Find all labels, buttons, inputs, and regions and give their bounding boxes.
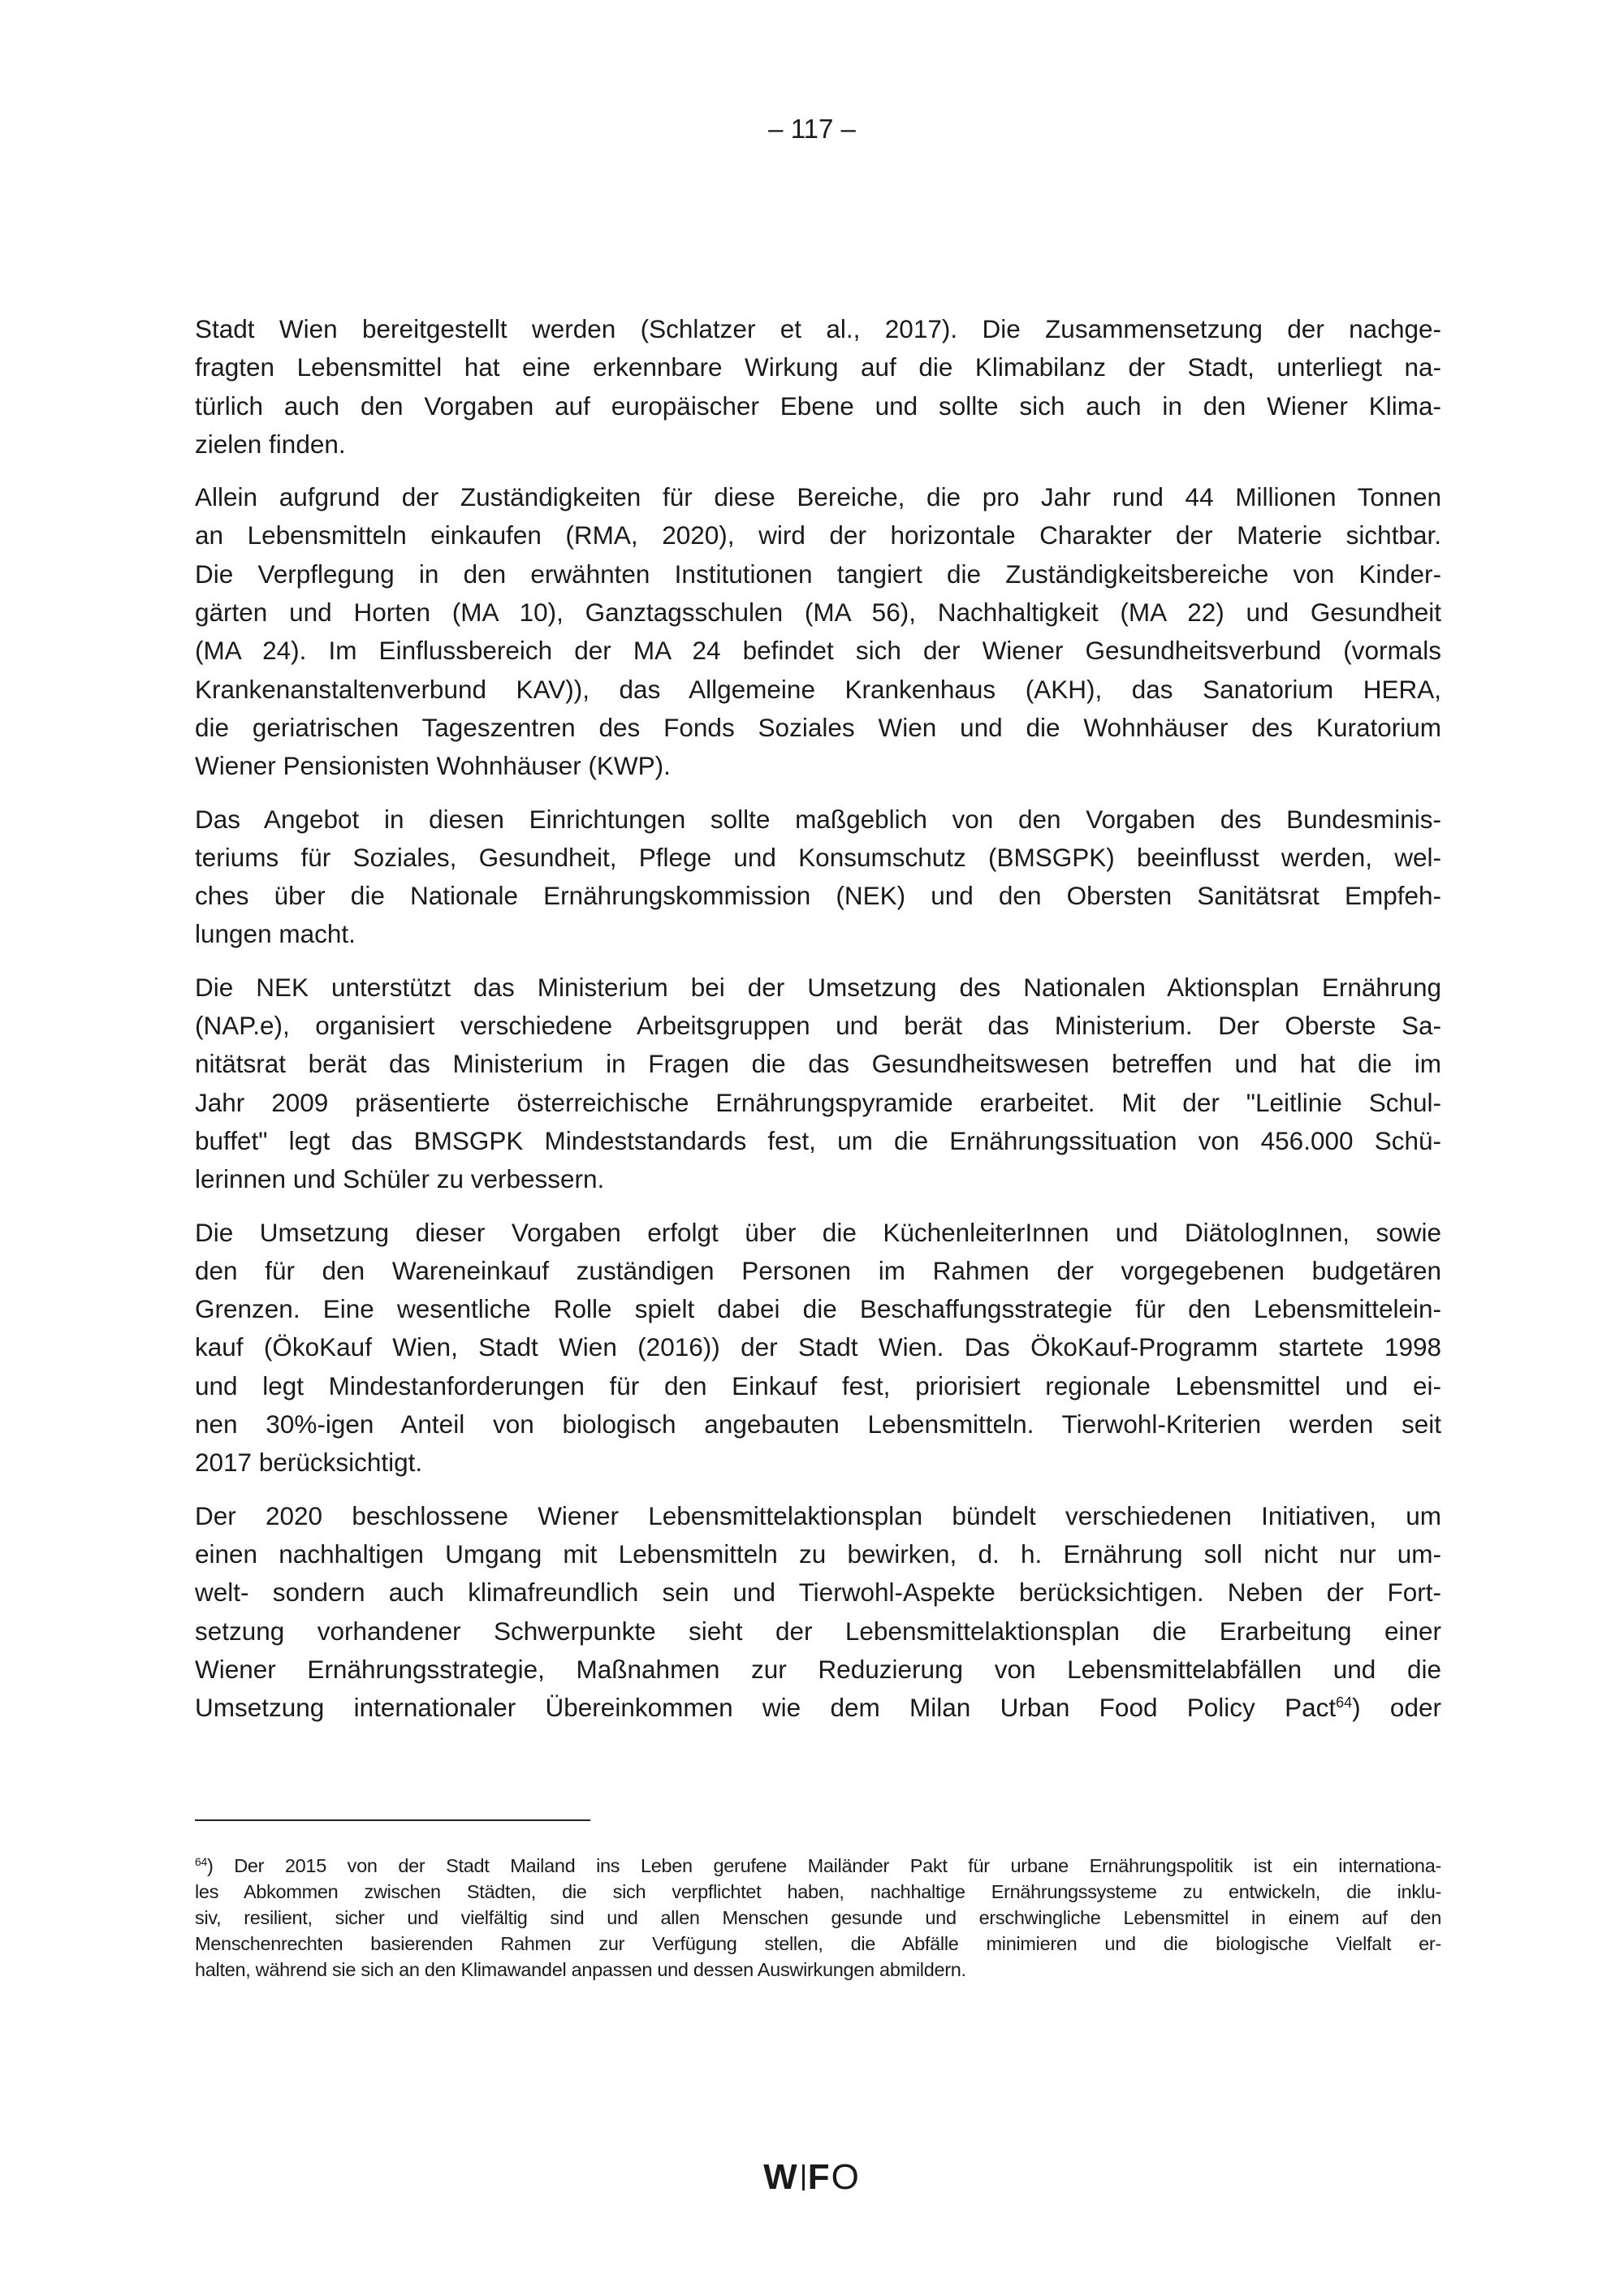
text-line: setzung vorhandener Schwerpunkte sieht der Lebensmittelaktionsplan die Erarbeitung einer [195,1616,1441,1646]
text-segment: Umsetzung internationaler Übereinkommen wie dem Milan Urban Food Policy Pact [195,1693,1337,1723]
text-segment: ) oder [1352,1693,1441,1723]
footnote-text: siv, resilient, sicher und vielfältig sind und allen Menschen gesunde und erschwingliche Lebensmittel in einem auf den [195,1907,1441,1928]
paragraph [195,310,1441,464]
text-line: Der 2020 beschlossene Wiener Lebensmittelaktionsplan bündelt verschiedenen Initiativen, um [195,1500,1441,1530]
footnote [195,1853,1441,1983]
footnote-reference: 64 [1336,1694,1353,1711]
text-line: die geriatrischen Tageszentren des Fonds Soziales Wien und die Wohnhäuser des Kuratorium [195,712,1441,742]
text-line: lerinnen und Schüler zu verbessern. [195,1164,605,1194]
text-line: Die NEK unterstützt das Ministerium bei der Umsetzung des Nationalen Aktionsplan Ernährung [195,972,1441,1002]
text-line: nen 30%-igen Anteil von biologisch angebauten Lebensmitteln. Tierwohl-Kriterien werden seit [195,1409,1441,1439]
footnote-divider [195,1819,590,1821]
footnote-marker: 64 [195,1855,207,1868]
text-line: kauf (ÖkoKauf Wien, Stadt Wien (2016)) der Stadt Wien. Das ÖkoKauf-Programm startete 1998 [195,1332,1441,1362]
text-line: welt- sondern auch klimafreundlich sein und Tierwohl-Aspekte berücksichtigen. Neben der Fort- [195,1577,1441,1608]
footnote-line [195,1879,1441,1905]
text-line: Die Verpflegung in den erwähnten Institutionen tangiert die Zuständigkeitsbereiche von Kinder- [195,559,1441,589]
text-line: teriums für Soziales, Gesundheit, Pflege und Konsumschutz (BMSGPK) beeinflusst werden, wel- [195,842,1441,872]
footnote-line [195,1853,1441,1879]
text-line: Stadt Wien bereitgestellt werden (Schlatzer et al., 2017). Die Zusammensetzung der nachge- [195,314,1441,343]
text-line: Krankenanstaltenverbund KAV)), das Allgemeine Krankenhaus (AKH), das Sanatorium HERA, [195,674,1441,704]
footnote-text: ) Der 2015 von der Stadt Mailand ins Leben gerufene Mailänder Pakt für urbane Ernährungspolitik ist ein internationa- [206,1855,1441,1876]
text-line: gärten und Horten (MA 10), Ganztagsschulen (MA 56), Nachhaltigkeit (MA 22) und Gesundheit [195,598,1441,628]
footnote-text: Menschenrechten basierenden Rahmen zur Verfügung stellen, die Abfälle minimieren und die biologische Vielfalt er- [195,1933,1441,1954]
paragraph [195,801,1441,954]
text-line: Allein aufgrund der Zuständigkeiten für diese Bereiche, die pro Jahr rund 44 Millionen Tonnen [195,482,1441,512]
page-number: – 117 – [768,114,856,144]
text-line: Das Angebot in diesen Einrichtungen sollte maßgeblich von den Vorgaben des Bundesminis- [195,804,1441,834]
text-line: nitätsrat berät das Ministerium in Fragen die das Gesundheitswesen betreffen und hat die im [195,1049,1441,1079]
footnote-line [195,1905,1441,1931]
paragraph [195,1214,1441,1482]
text-line: buffet" legt das BMSGPK Mindeststandards fest, um die Ernährungssituation von 456.000 Schü- [195,1125,1441,1155]
text-line: einen nachhaltigen Umgang mit Lebensmitteln zu bewirken, d. h. Ernährung soll nicht nur um- [195,1539,1441,1569]
logo-o: O [831,2157,861,2197]
text-line: 2017 berücksichtigt. [195,1448,423,1478]
footnote-line [195,1931,1441,1957]
text-line: an Lebensmitteln einkaufen (RMA, 2020), wird der horizontale Charakter der Materie sichtbar. [195,520,1441,550]
body-text [195,310,1441,1741]
paragraph [195,969,1441,1199]
logo-f: F [807,2157,831,2197]
text-line: Wiener Ernährungsstrategie, Maßnahmen zur Reduzierung von Lebensmittelabfällen und die [195,1654,1441,1684]
text-line [195,1689,1441,1727]
text-line: Grenzen. Eine wesentliche Rolle spielt dabei die Beschaffungsstrategie für den Lebensmittelein- [195,1294,1441,1324]
text-line: lungen macht. [195,919,356,949]
footnote-line [195,1957,1441,1983]
wifo-logo [0,2157,1624,2198]
text-line: Wiener Pensionisten Wohnhäuser (KWP). [195,751,671,781]
text-line: und legt Mindestanforderungen für den Einkauf fest, priorisiert regionale Lebensmittel und ei- [195,1370,1441,1400]
paragraph [195,1497,1441,1728]
text-line: Jahr 2009 präsentierte österreichische Ernährungspyramide erarbeitet. Mit der "Leitlinie Schul- [195,1087,1441,1117]
text-line: ches über die Nationale Ernährungskommission (NEK) und den Obersten Sanitätsrat Empfeh- [195,881,1441,911]
text-line: (MA 24). Im Einflussbereich der MA 24 befindet sich der Wiener Gesundheitsverbund (vormals [195,636,1441,666]
footnote-text: les Abkommen zwischen Städten, die sich verpflichtet haben, nachhaltige Ernährungssysteme zu entwickeln, die inklu- [195,1881,1441,1902]
logo-divider [802,2164,805,2190]
paragraph [195,478,1441,785]
footnote-text: halten, während sie sich an den Klimawandel anpassen und dessen Auswirkungen abmildern. [195,1959,966,1980]
text-line: türlich auch den Vorgaben auf europäischer Ebene und sollte sich auch in den Wiener Klima- [195,391,1441,421]
text-line: den für den Wareneinkauf zuständigen Personen im Rahmen der vorgegebenen budgetären [195,1255,1441,1285]
text-line: (NAP.e), organisiert verschiedene Arbeitsgruppen und berät das Ministerium. Der Oberste Sa- [195,1011,1441,1041]
logo-w: W [763,2157,799,2197]
text-line: zielen finden. [195,429,346,459]
text-line: Die Umsetzung dieser Vorgaben erfolgt über die KüchenleiterInnen und DiätologInnen, sowie [195,1217,1441,1247]
text-line: fragten Lebensmittel hat eine erkennbare Wirkung auf die Klimabilanz der Stadt, unterliegt na- [195,352,1441,382]
